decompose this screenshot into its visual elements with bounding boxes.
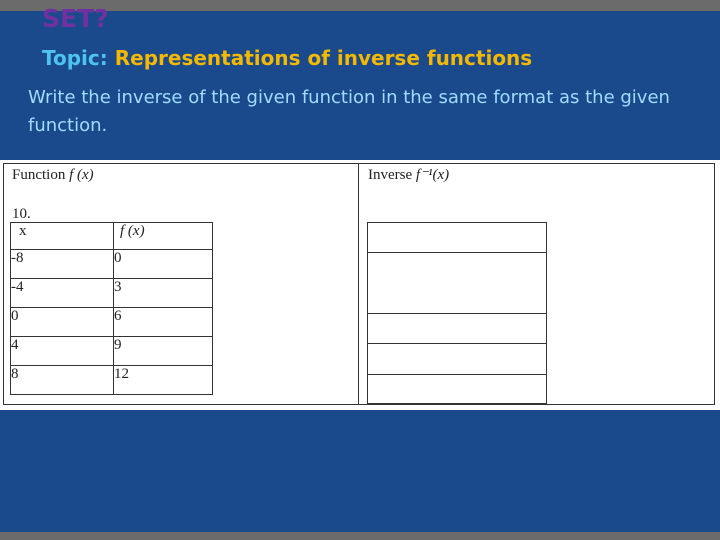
table-row [11,337,213,366]
worksheet-panel [0,160,720,410]
table-row [11,308,213,337]
function-notation: f (x) [69,167,94,183]
problem-number: 10. [12,206,31,222]
slide-title: SET? [42,4,109,33]
inverse-answer-box[interactable] [367,374,547,404]
table-header-row [11,223,213,250]
table-row [11,279,213,308]
inverse-answer-box[interactable] [367,252,547,314]
x-cell: -8 [11,250,114,279]
header-fx: f (x) [114,223,213,250]
x-cell: -4 [11,279,114,308]
fx-cell: 6 [114,308,213,337]
column-divider [358,163,359,405]
fx-cell: 12 [114,366,213,395]
table-row [11,366,213,395]
instruction-text: Write the inverse of the given function in the same format as the given function. [28,87,670,136]
topic-label: Topic: [42,46,108,70]
inverse-label: Inverse [368,167,413,183]
fx-cell: 9 [114,337,213,366]
function-label: Function [12,167,66,183]
header-x: x [11,223,114,250]
inverse-header [368,166,449,184]
x-cell: 8 [11,366,114,395]
topic-text: Representations of inverse functions [114,46,533,70]
fx-cell: 0 [114,250,213,279]
function-table [10,222,213,395]
inverse-answer-box[interactable] [367,343,547,375]
fx-cell: 3 [114,279,213,308]
topic-heading [42,44,532,72]
x-cell: 0 [11,308,114,337]
inverse-answer-box[interactable] [367,222,547,253]
table-row [11,250,213,279]
function-header [12,166,94,184]
inverse-answer-box[interactable] [367,313,547,344]
bottom-border-strip [0,532,720,540]
inverse-notation: f⁻¹(x) [415,167,450,183]
x-cell: 4 [11,337,114,366]
